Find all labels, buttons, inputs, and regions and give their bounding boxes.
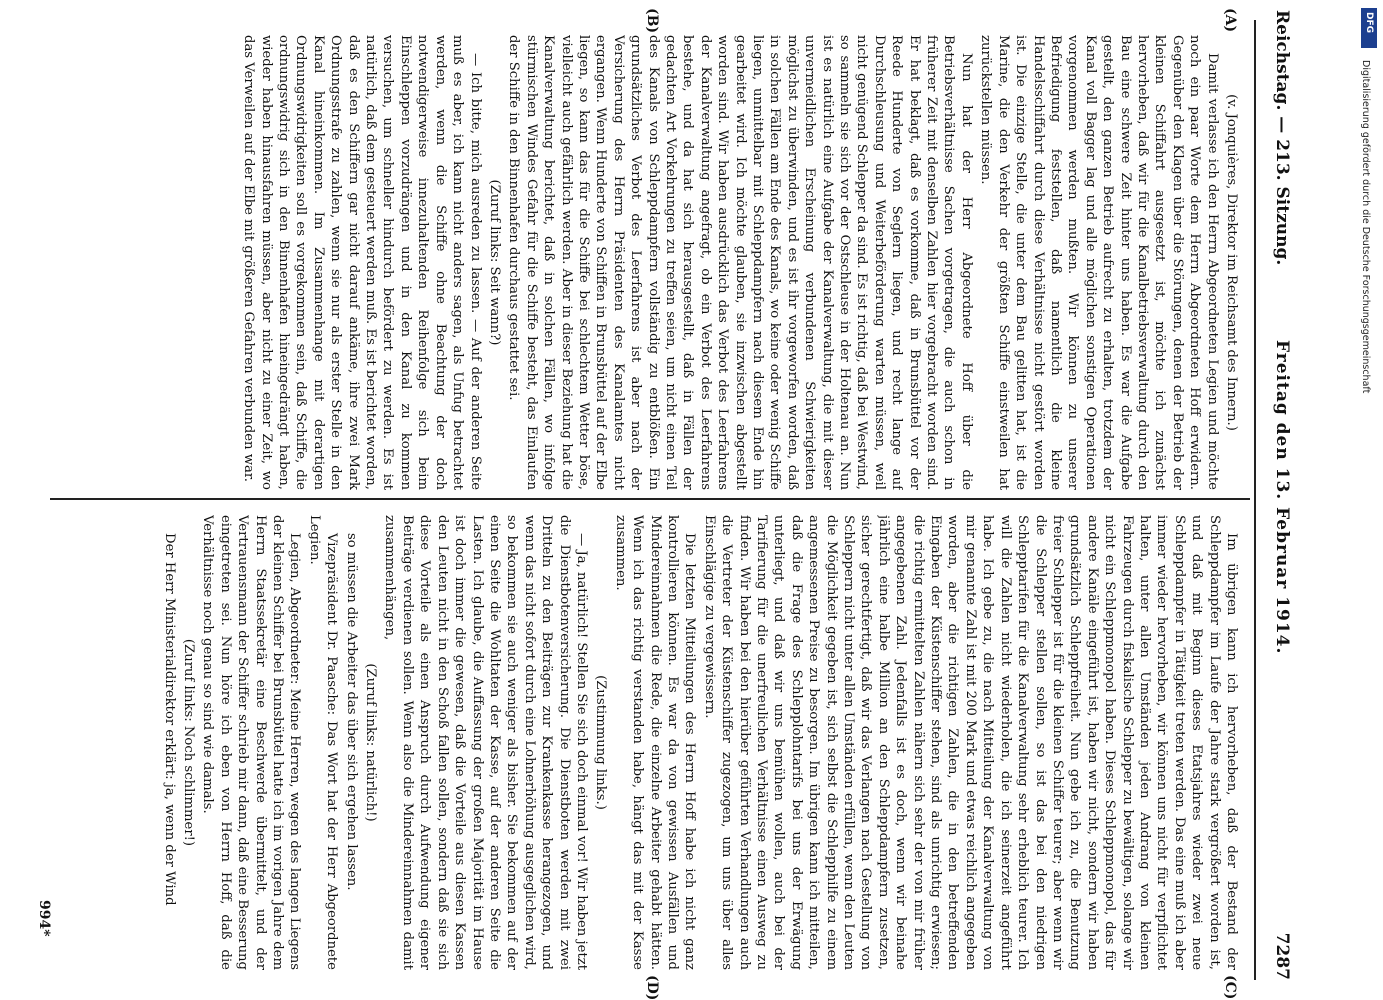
running-header-date: Freitag den 13. Februar 1914. [1272, 340, 1292, 655]
margin-mark-b: (B) [644, 8, 660, 34]
paragraph: Nun hat der Herr Abgeordnete Hoff über die Betriebsverhältnisse Sachen vorgetragen, die auch schon in früherer Zeit mit denselben Zahlen hier vorgebracht worden sind. Er hat beklagt, daß es vorkomme, daß in Brunsbüttel vor der Reede Hunderte von Seglern liegen, und recht lange auf Durchschleusung und Weiterbeförderung warten müssen, weil nicht genügend Schlepper da sind. Es ist richtig, daß bei Westwind, so sammeln sie sich vor der Ostschleuse in der Holtenau an. Nun ist es natürlich eine Aufgabe der Kanalverwaltung, die mit dieser unvermeidlichen Erscheinung verbundenen Schwierigkeiten möglichst zu überwinden, und es ist ihr vorgeworfen worden, daß in solchen Fällen am Ende des Kanals, wo keine oder wenig Schiffe liegen, unmittelbar mit Schleppdampfern nach diesem Ende hin gearbeitet wird. Ich möchte glauben, sie inzwischen abgestellt worden sind. Wir haben ausdrücklich das Verbot des Leerfahrens der Kanalverwaltung angefragt, ob ein Verbot des Leerfahrens bestehe, und da hat sich herausgestellt, daß in Fällen der gedachten Art Vorkehrungen zu treffen seien, um nicht einen Teil des Kanals von Schleppdampfern vollständig zu entblößen. Ein grundsätzliches Verbot des Leerfahrens ist aber nach der Versicherung des Herrn Präsidenten des Kanalamtes nicht ergangen. Wenn Hunderte von Schiffen in Brunsbüttel auf der Elbe liegen, so kann das für die Schiffe bei schlechtem Wetter böse, vielleicht auch gefährlich werden. Aber in dieser Beziehung hat die Kanalverwaltung berichtet, daß in solchen Fällen, wo infolge stürmischen Windes Gefahr für die Schiffe besteht, das Einlaufen der Schiffe in den Binnenhafen durchaus gestattet sei. [506, 35, 974, 490]
paragraph: Der Herr Ministerialdirektor erklärt: ja, wenn der Wind [161, 533, 177, 906]
speaker-note: (v. Jonquières, Direktor im Reichsamt des Innern.) [1224, 94, 1239, 431]
page-number: 7287 [1272, 932, 1292, 980]
running-header-left: Reichstag. — 213. Sitzung. [1272, 10, 1292, 266]
margin-mark-c: (C) [1222, 975, 1238, 1000]
left-column [60, 35, 1240, 490]
interjection: (Zustimmung links.) [593, 675, 609, 810]
header-rule [1254, 20, 1256, 980]
interjection: (Zuruf links: Seit wann?) [486, 179, 502, 346]
digitization-credit: Digitalisierung gefördert durch die Deutsche Forschungsgemeinschaft [1360, 60, 1371, 394]
paragraph: Legien, Abgeordneter: Meine Herren, wegen des langen Liegens der kleinen Schiffer bei Brunsbüttel hatte ich im vorigen Jahre dem Herrn Staatssekretär eine Beschwerde übermittelt, und der Vertrauensmann der Schiffer schrieb mir dann, daß eine Besserung eingetreten sei. Nun höre ich eben von Herrn Hoff, daß die Verhältnisse noch genau so sind wie damals. [200, 515, 303, 970]
paragraph: Die letzten Mitteilungen des Herrn Hoff habe ich nicht ganz kontrollieren können. Es war da von gewissen Ausfällen und Mindereinnahmen die Rede, die einzelne Arbeiter gehabt hätten. Wenn ich das richtig verstanden habe, hängt das mit der Kasse zusammen. [612, 515, 698, 970]
paragraph: — Ich bitte, mich ausreden zu lassen. — Auf der anderen Seite muß es aber, ich kann nicht anders sagen, als Unfug betrachtet werden, wenn die Schiffe ohne Beachtung der doch notwendigerweise innezuhaltenden Reihenfolge sich beim Einschleppen vorzudrängen und in den Kanal zu kommen versuchen, um schneller hindurch befördert zu werden. Es ist natürlich, daß dem gesteuert werden muß. Es ist berichtet worden, daß es den Schiffern gar nicht darauf ankäme, ihre zwei Mark Ordnungsstrafe zu zahlen, wenn sie nur als erster Stelle in den Kanal hineinkommen. Im Zusammenhange mit derartigen Ordnungswidrigkeiten soll es vorgekommen sein, daß Schiffe, die ordnungswidrig sich in den Binnenhafen hineingedrängt haben, wieder haben hinausfahren müssen, aber nicht zu einer Zeit, wo das Verweilen auf der Elbe mit größeren Gefahren verbunden war. [241, 35, 483, 490]
interjection: (Zuruf links: natürlich!) [363, 663, 379, 822]
interjection: (Zuruf links: Noch schlimmer!) [181, 638, 197, 847]
right-column [60, 515, 1240, 970]
paragraph: Vizepräsident Dr. Paasche: Das Wort hat der Herr Abgeordnete Legien. [306, 515, 340, 970]
paragraph: Damit verlasse ich den Herrn Abgeordneten Legien und möchte noch ein paar Worte dem Herrn Abgeordneten Hoff erwidern. Gegenüber den Klagen über die Störungen, denen der Betrieb der kleinen Schiffahrt ausgesetzt ist, möchte ich zunächst hervorheben, daß wir für die Kanalbetriebsverwaltung durch den Bau eine schwere Zeit hinter uns haben. Es war die Aufgabe gestellt, den ganzen Betrieb aufrecht zu erhalten, trotzdem der Kanal voll Bagger lag und alle möglichen sonstigen Operationen vorgenommen werden mußten. Wir können zu unserer Befriedigung feststellen, daß namentlich die kleine Handelsschiffahrt durch diese Verhältnisse nicht gestört worden ist. Die einzige Stelle, die unter dem Bau gelitten hat, ist die Marine, die den Verkehr der größten Schiffe einstweilen hat zurückstellen müssen. [978, 35, 1220, 490]
dfg-logo: DFG [1361, 8, 1377, 48]
paragraph: Im übrigen kann ich hervorheben, daß der Bestand der Schleppdampfer im Laufe der Jahre stark vergrößert worden ist, und daß mit Beginn dieses Etatsjahres wieder zwei neue Schleppdampfer in Tätigkeit treten werden. Das eine muß ich aber immer wieder hervorheben, wir können uns nicht für verpflichtet halten, unter allen Umständen jeden Andrang von kleinen Fahrzeugen durch fiskalische Schlepper zu bewältigen, solange wir nicht ein Schleppmonopol haben. Dieses Schleppmonopol, das für andere Kanäle eingeführt ist, haben wir nicht, sondern wir haben grundsätzlich Schleppfreiheit. Nun gebe ich zu, die Benutzung freier Schlepper ist für die kleinen Schiffer teurer; aber wenn wir die Schlepper stellen sollen, so ist das bei den niedrigen Schlepptarifen für die Kanalverwaltung sehr erheblich teurer. Ich will die Zahlen nicht wiederholen, die ich seinerzeit angeführt habe. Ich gebe zu, die nach Mitteilung der Kanalverwaltung von mir genannte Zahl ist mit 200 Mark und etwas reichlich angegeben worden, aber die richtigen Zahlen, die in den betreffenden Eingaben der Küstenschiffer stehen, sind als unrichtig erwiesen; die richtig ermittelten Zahlen nähern sich sehr der von mir früher angegebenen Zahl. Jedenfalls ist es doch, wenn wir beinahe jährlich eine halbe Million an den Schleppdampfern zusetzen, sicher gerechtfertigt, daß wir das Verlangen nach Gestellung von Schleppern nicht unter allen Umständen erfüllen, wenn den Leuten die Möglichkeit gegeben ist, sich selbst die Schlepphilfe zu einem angemessenen Preise zu besorgen. Im übrigen kann ich mitteilen, daß die Frage des Schlepplohntarifs bei uns der Erwägung unterliegt, und daß wir uns bemühen wollen, auch bei der Tarifierung für die unerfreulichen Verhältnisse einen Ausweg zu finden. Wir haben bei den hierüber geführten Verhandlungen auch die Vertreter der Küstenschiffer zugezogen, um uns über alles Einschlägige zu vergewissern. [701, 515, 1239, 970]
margin-mark-d: (D) [644, 975, 660, 1000]
signature-number: 994* [36, 900, 52, 937]
paragraph: — Ja, natürlich! Stellen Sie sich doch einmal vor! Wir haben jetzt die Dienstbotenversicherung. Die Dienstboten werden mit zwei Dritteln zu den Beiträgen zur Krankenkasse herangezogen, und wenn das nicht sofort durch eine Lohnerhöhung ausgeglichen wird, so bekommen sie auch weniger als bisher. Sie bekommen auf der einen Seite die Wohltaten der Kasse, auf der anderen Seite die Lasten. Ich glaube, die Auffassung der großen Majorität im Hause ist doch immer die gewesen, daß die Vorteile aus diesen Kassen den Leuten nicht in den Schoß fallen sollen, sondern daß sie sich diese Vorteile als einen Anspruch durch Aufwendung eigener Beiträge verdienen sollen. Wenn also die Mindereinnahmen damit zusammenhängen, [382, 515, 589, 970]
paragraph: so müssen die Arbeiter das über sich ergehen lassen. [343, 533, 359, 891]
margin-mark-a: (A) [1222, 8, 1238, 33]
column-divider [50, 498, 1250, 500]
